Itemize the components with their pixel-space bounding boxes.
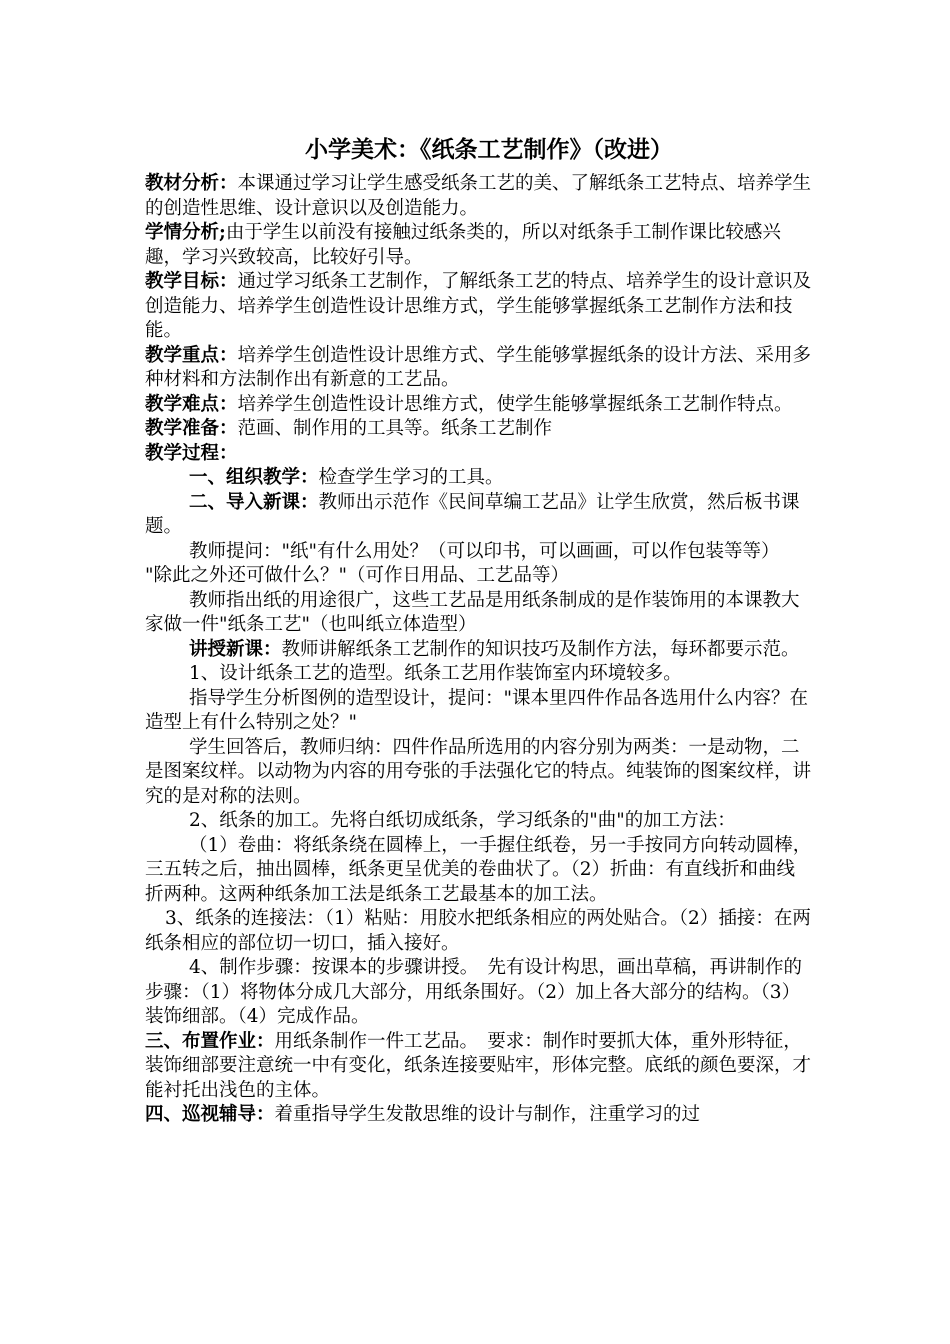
students-paragraph — [145, 221, 813, 270]
analysis-text: 本课通过学习让学生感受纸条工艺的美、了解纸条工艺特点、培养学生的创造性思维、设计意识以及创造能力。 — [145, 173, 812, 219]
curling-paragraph: （1）卷曲：将纸条绕在圆棒上，一手握住纸卷，另一手按同方向转动圆棒，三五转之后，抽出圆棒，纸条更呈优美的卷曲状了。（2）折曲：有直线折和曲线折两种。这两种纸条加工法是纸条工艺最基本的加工法。 — [145, 834, 812, 905]
patrol-paragraph — [145, 1103, 813, 1128]
teaching-label: 讲授新课： — [189, 638, 282, 660]
homework-paragraph — [145, 1030, 813, 1104]
intro-label: 二、导入新课： — [189, 491, 319, 513]
organize-paragraph — [145, 466, 813, 491]
steps-paragraph: 4、制作步骤：按课本的步骤讲授。 先有设计构思，画出草稿，再讲制作的步骤：（1）将物体分成几大部分，用纸条围好。（2）加上各大部分的结构。（3）装饰细部。（4）完成作品。 — [145, 957, 803, 1027]
preparation-label: 教学准备： — [145, 418, 238, 439]
document-body — [145, 134, 813, 1128]
difficult-points-label: 教学难点： — [145, 393, 238, 415]
key-points-text: 培养学生创造性设计思维方式、学生能够掌握纸条的设计方法、采用多种材料和方法制作出有新意的工艺品。 — [145, 344, 812, 390]
patrol-text: 着重指导学生发散思维的设计与制作，注重学习的过 — [274, 1104, 701, 1125]
homework-text: 用纸条制作一件工艺品。 要求：制作时要抓大体，重外形特征，装饰细部要注意统一中有变化，纸条连接要贴牢，形体完整。底纸的颜色要深，才能衬托出浅色的主体。 — [145, 1030, 812, 1101]
key-points-label: 教学重点： — [145, 344, 238, 366]
preparation-paragraph — [145, 417, 813, 442]
preparation-text: 范画、制作用的工具等。纸条工艺制作 — [237, 418, 553, 439]
organize-text: 检查学生学习的工具。 — [318, 467, 504, 488]
connection-paragraph: 3、纸条的连接法：（1）粘贴：用胶水把纸条相应的两处贴合。（2）插接：在两纸条相应的部位切一切口，插入接好。 — [145, 908, 811, 954]
students-text: 由于学生以前没有接触过纸条类的，所以对纸条手工制作课比较感兴趣，学习兴致较高，比较好引导。 — [145, 222, 781, 268]
intro-paragraph — [145, 491, 813, 540]
process-heading: 教学过程： — [145, 442, 238, 464]
goals-paragraph — [145, 270, 813, 344]
patrol-label: 四、巡视辅导： — [145, 1104, 275, 1125]
intro-text: 教师出示范作《民间草编工艺品》让学生欣赏，然后板书课题。 — [145, 491, 800, 537]
analysis-paragraph — [145, 172, 813, 221]
teaching-paragraph — [145, 638, 813, 663]
difficult-points-paragraph — [145, 393, 813, 418]
students-label: 学情分析; — [145, 222, 226, 243]
processing-paragraph: 2、纸条的加工。先将白纸切成纸条，学习纸条的"曲"的加工方法： — [189, 810, 736, 831]
organize-label: 一、组织教学： — [189, 467, 319, 488]
design-paragraph: 1、设计纸条工艺的造型。纸条工艺用作装饰室内环境较多。 — [189, 663, 682, 684]
goals-label: 教学目标： — [145, 271, 238, 292]
difficult-points-text: 培养学生创造性设计思维方式，使学生能够掌握纸条工艺制作特点。 — [237, 393, 793, 415]
question-paragraph: 教师提问："纸"有什么用处？（可以印书，可以画画，可以作包装等等） "除此之外还可做什么？"（可作日用品、工艺品等） — [145, 540, 789, 586]
paper-use-paragraph: 教师指出纸的用途很广，这些工艺品是用纸条制成的是作装饰用的本课教大家做一件"纸条工艺"（也叫纸立体造型） — [145, 589, 800, 635]
goals-text: 通过学习纸条工艺制作，了解纸条工艺的特点、培养学生的设计意识及创造能力、培养学生创造性设计思维方式，学生能够掌握纸条工艺制作方法和技能。 — [145, 271, 812, 341]
homework-label: 三、布置作业： — [145, 1030, 275, 1052]
teaching-text: 教师讲解纸条工艺制作的知识技巧及制作方法，每环都要示范。 — [281, 638, 800, 660]
key-points-paragraph — [145, 344, 813, 393]
summary-paragraph: 学生回答后，教师归纳：四件作品所选用的内容分别为两类：一是动物，二是图案纹样。以动物为内容的用夸张的手法强化它的特点。纯装饰的图案纹样，讲究的是对称的法则。 — [145, 736, 812, 807]
document-title: 小学美术：《纸条工艺制作》（改进） — [305, 136, 673, 163]
guide-paragraph: 指导学生分析图例的造型设计，提问："课本里四件作品各选用什么内容？在造型上有什么特别之处？" — [145, 687, 809, 733]
analysis-label: 教材分析： — [145, 173, 238, 194]
